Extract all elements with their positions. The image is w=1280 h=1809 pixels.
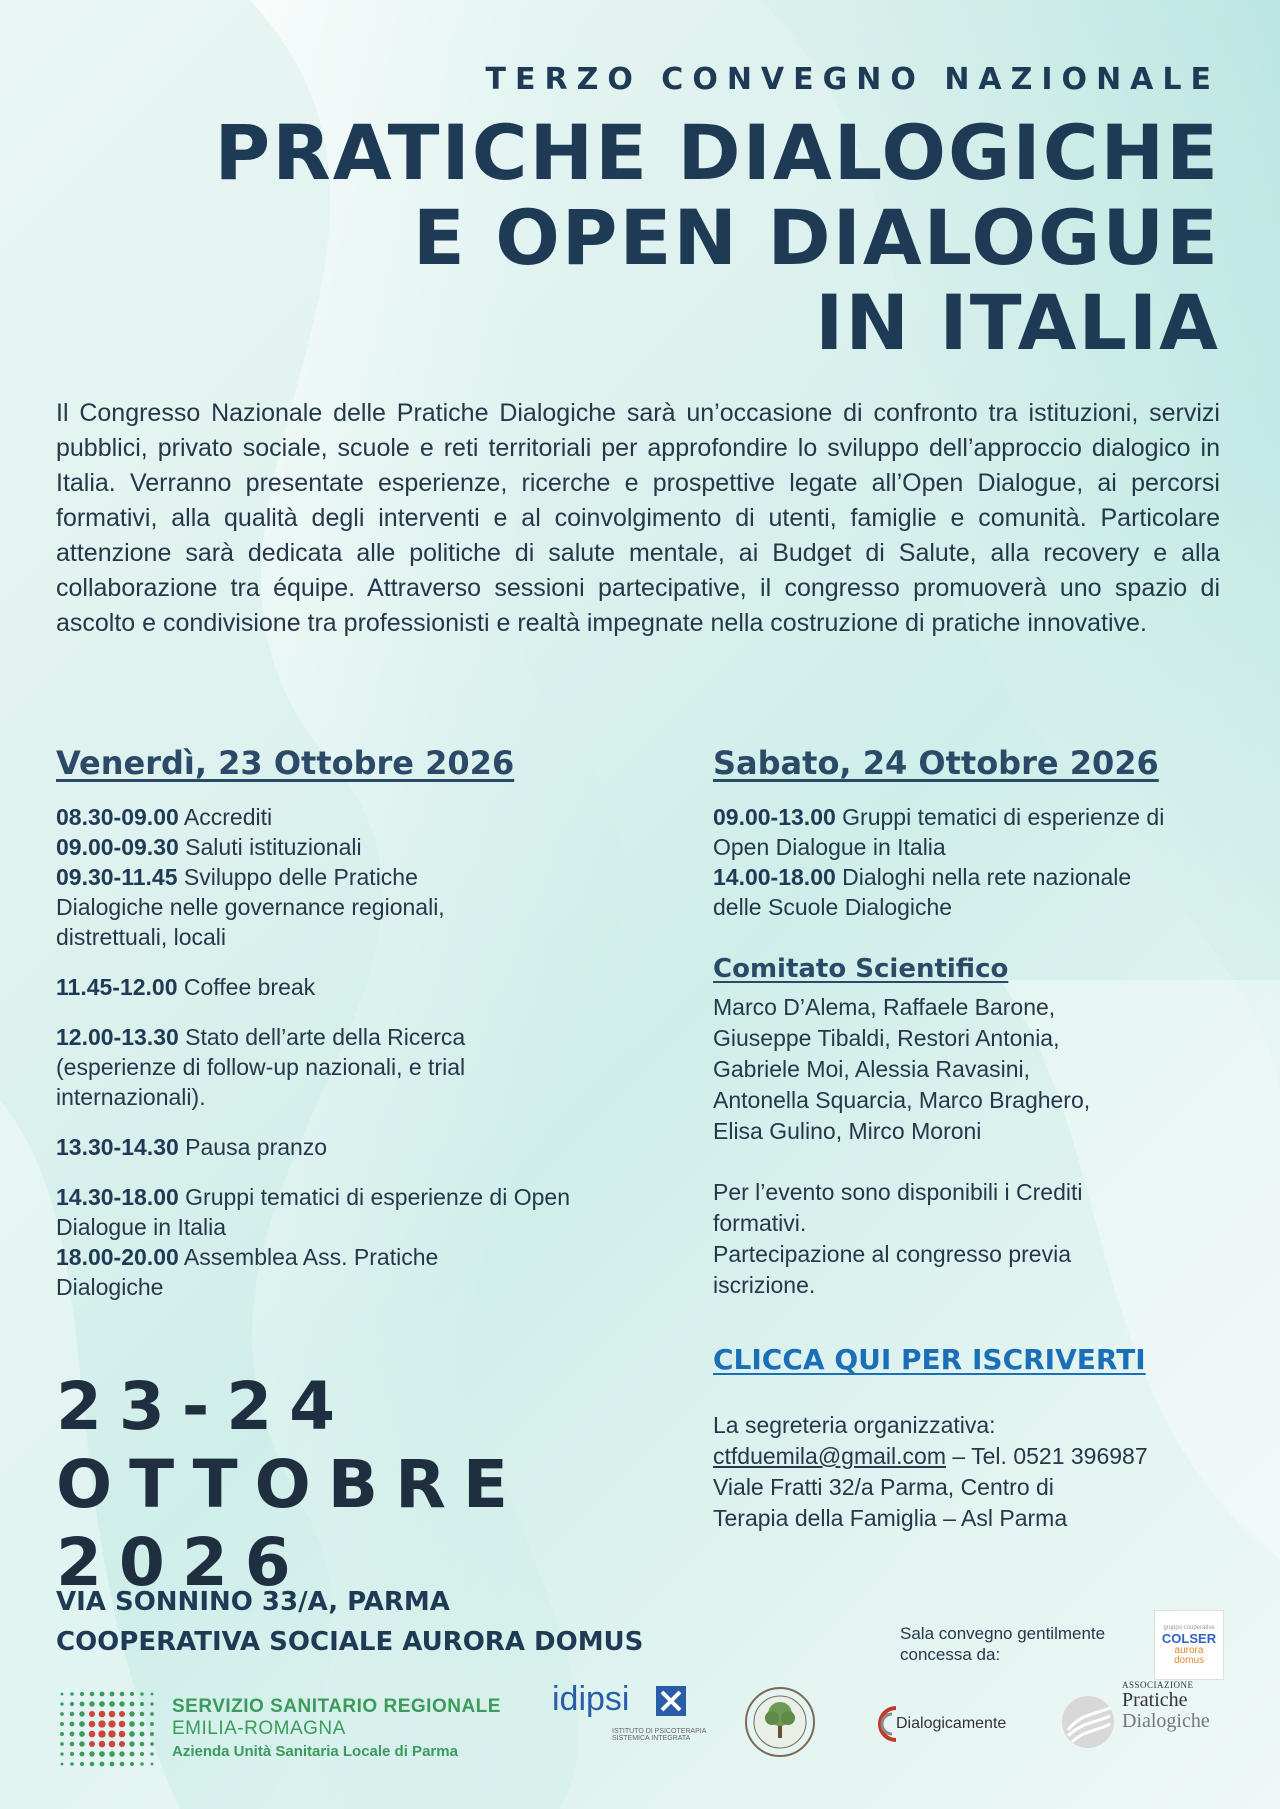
agenda-time: 13.30-14.30 bbox=[56, 1134, 179, 1160]
ssr-dot bbox=[129, 1731, 135, 1737]
committee-line: Gabriele Moi, Alessia Ravasini, bbox=[713, 1056, 1031, 1082]
agenda-text: Accrediti bbox=[178, 804, 273, 830]
ssr-dot bbox=[119, 1731, 126, 1738]
secretary-info bbox=[713, 1410, 1233, 1534]
ssr-dot bbox=[98, 1720, 105, 1727]
ssr-dot bbox=[151, 1763, 154, 1766]
colser-top: gruppo cooperative bbox=[1163, 1624, 1215, 1631]
title-line: IN ITALIA bbox=[815, 278, 1220, 367]
dialogicamente-logo bbox=[870, 1700, 1030, 1750]
agenda-time: 12.00-13.30 bbox=[56, 1024, 179, 1050]
agenda-text: Saluti istituzionali bbox=[178, 834, 362, 860]
ssr-dot bbox=[70, 1752, 74, 1756]
ssr-dot bbox=[79, 1731, 85, 1737]
ssr-dot bbox=[109, 1751, 115, 1757]
ssr-dot bbox=[108, 1720, 115, 1727]
ssr-dot bbox=[70, 1722, 75, 1727]
ssr-line1: SERVIZIO SANITARIO REGIONALE bbox=[172, 1696, 501, 1717]
agenda-block bbox=[56, 802, 616, 952]
agenda-item bbox=[56, 862, 526, 952]
ssr-dot bbox=[70, 1732, 75, 1737]
ssr-dot bbox=[150, 1742, 154, 1746]
agenda-text: Assemblea Ass. Pratiche Dialogiche bbox=[56, 1244, 439, 1300]
ssr-dot bbox=[140, 1732, 145, 1737]
ssr-dot bbox=[151, 1693, 154, 1696]
idipsi-name: idipsi bbox=[552, 1680, 630, 1718]
ssr-dot bbox=[90, 1692, 95, 1697]
agenda-block bbox=[56, 972, 616, 1002]
agenda-text: Gruppi tematici di esperienze di Open Dialogue in Italia bbox=[56, 1184, 570, 1240]
ssr-dot bbox=[89, 1731, 96, 1738]
registration-line: Partecipazione al congresso previa iscrizione. bbox=[713, 1241, 1071, 1298]
venue-host: COOPERATIVA SOCIALE AURORA DOMUS bbox=[56, 1627, 644, 1657]
saturday-title: Sabato, 24 Ottobre 2026 bbox=[713, 744, 1159, 782]
event-date-month: OTTOBRE bbox=[56, 1446, 525, 1523]
agenda-item bbox=[713, 862, 1173, 922]
event-date-year: 2026 bbox=[56, 1524, 308, 1601]
pre-title: TERZO CONVEGNO NAZIONALE bbox=[485, 62, 1220, 97]
event-date-days: 23-24 bbox=[56, 1368, 353, 1445]
ssr-dot bbox=[140, 1742, 145, 1747]
page-title bbox=[215, 110, 1220, 365]
ssr-dot bbox=[89, 1711, 95, 1717]
apd-text bbox=[1122, 1680, 1210, 1732]
event-date bbox=[56, 1368, 525, 1602]
secretary-contact bbox=[713, 1441, 1233, 1472]
ssr-dot bbox=[60, 1742, 64, 1746]
idipsi-logo bbox=[552, 1680, 712, 1770]
ssr-dot bbox=[150, 1702, 153, 1705]
ssr-dot bbox=[119, 1721, 126, 1728]
ssr-dot bbox=[80, 1702, 85, 1707]
agenda-text: Stato dell’arte della Ricerca (esperienze di follow-up nazionali, e trial internazionali). bbox=[56, 1024, 466, 1110]
ssr-dot bbox=[98, 1730, 105, 1737]
secretary-address: Viale Fratti 32/a Parma, Centro di Terapia della Famiglia – Asl Parma bbox=[713, 1474, 1068, 1531]
ssr-dot bbox=[99, 1741, 106, 1748]
apd-name1: Pratiche bbox=[1122, 1689, 1188, 1711]
committee-line: Giuseppe Tibaldi, Restori Antonia, bbox=[713, 1025, 1060, 1051]
ssr-dot bbox=[100, 1762, 105, 1767]
credits-info bbox=[713, 1177, 1153, 1301]
ssr-dot bbox=[108, 1730, 115, 1737]
ssr-dot bbox=[110, 1762, 115, 1767]
friday-program bbox=[56, 744, 616, 1322]
ssr-dot bbox=[150, 1752, 153, 1755]
ssr-dot bbox=[140, 1702, 144, 1706]
committee-line: Antonella Squarcia, Marco Braghero, bbox=[713, 1087, 1091, 1113]
ssr-dot bbox=[99, 1751, 105, 1757]
apd-sphere-icon bbox=[1060, 1694, 1116, 1750]
ssr-dot bbox=[150, 1712, 154, 1716]
ssr-dot bbox=[79, 1721, 85, 1727]
ssr-dot bbox=[110, 1692, 115, 1697]
ssr-dot bbox=[70, 1762, 74, 1766]
ssr-dot bbox=[89, 1741, 95, 1747]
agenda-time: 11.45-12.00 bbox=[56, 974, 178, 1000]
colser-sub: domus bbox=[1173, 1654, 1204, 1666]
ssr-dot bbox=[89, 1721, 96, 1728]
ssr-dot bbox=[70, 1712, 75, 1717]
agenda-time: 09.30-11.45 bbox=[56, 864, 178, 890]
ssr-dot bbox=[130, 1752, 135, 1757]
agenda-time: 09.00-13.00 bbox=[713, 804, 836, 830]
agenda-block bbox=[56, 1022, 616, 1112]
ssr-dot bbox=[129, 1711, 134, 1716]
signup-link[interactable]: CLICCA QUI PER ISCRIVERTI bbox=[713, 1343, 1146, 1376]
committee-title: Comitato Scientifico bbox=[713, 954, 1009, 984]
agenda-time: 09.00-09.30 bbox=[56, 834, 179, 860]
agenda-time: 18.00-20.00 bbox=[56, 1244, 179, 1270]
ssr-dot bbox=[129, 1721, 135, 1727]
pratiche-dialogiche-logo bbox=[1060, 1680, 1240, 1770]
ssr-dot bbox=[70, 1692, 74, 1696]
ssr-dot bbox=[109, 1711, 116, 1718]
ssr-dot bbox=[80, 1752, 85, 1757]
agenda-time: 14.30-18.00 bbox=[56, 1184, 179, 1210]
ssr-line2: EMILIA-ROMAGNA bbox=[172, 1718, 346, 1739]
dialogicamente-name: Dialogicamente bbox=[896, 1715, 1007, 1732]
ssr-dot bbox=[140, 1762, 144, 1766]
ssr-logo bbox=[56, 1688, 516, 1772]
apd-name2: Dialogiche bbox=[1122, 1710, 1210, 1732]
agenda-time: 14.00-18.00 bbox=[713, 864, 836, 890]
ssr-dot bbox=[80, 1692, 84, 1696]
ssr-dot bbox=[61, 1693, 64, 1696]
colser-sub: aurora bbox=[1174, 1644, 1204, 1656]
ssr-dot bbox=[150, 1722, 154, 1726]
ssr-dot bbox=[89, 1751, 94, 1756]
ssr-dot bbox=[119, 1751, 124, 1756]
agenda-text: Dialoghi nella rete nazionale delle Scuole Dialogiche bbox=[713, 864, 1132, 920]
idipsi-x-icon bbox=[656, 1686, 686, 1716]
friday-title: Venerdì, 23 Ottobre 2026 bbox=[56, 744, 515, 782]
agenda-text: Coffee break bbox=[177, 974, 316, 1000]
agenda-text: Sviluppo delle Pratiche Dialogiche nelle governance regionali, distrettuali, locali bbox=[56, 864, 445, 950]
ssr-dot bbox=[70, 1742, 75, 1747]
agenda-item bbox=[56, 1132, 616, 1162]
ssr-dot bbox=[130, 1702, 135, 1707]
ssr-dot bbox=[99, 1711, 106, 1718]
ssr-dot bbox=[99, 1701, 105, 1707]
agenda-text: Pausa pranzo bbox=[178, 1134, 328, 1160]
committee-line: Elisa Gulino, Mirco Moroni bbox=[713, 1118, 982, 1144]
ssr-dot bbox=[79, 1711, 84, 1716]
ssr-dot bbox=[119, 1741, 125, 1747]
ssr-dot bbox=[120, 1762, 125, 1767]
ssr-dot bbox=[60, 1722, 64, 1726]
credits-line: Per l’evento sono disponibili i Crediti formativi. bbox=[713, 1179, 1083, 1236]
ssr-dot bbox=[140, 1752, 144, 1756]
accademia-logo-icon bbox=[740, 1682, 820, 1766]
ssr-dot bbox=[60, 1712, 64, 1716]
agenda-item bbox=[56, 1022, 576, 1112]
agenda-item bbox=[56, 1242, 456, 1302]
committee-line: Marco D’Alema, Raffaele Barone, bbox=[713, 994, 1056, 1020]
ssr-dot bbox=[79, 1741, 84, 1746]
ssr-dot bbox=[61, 1763, 64, 1766]
colser-name: COLSER bbox=[1161, 1630, 1217, 1646]
secretary-label: La segreteria organizzativa: bbox=[713, 1412, 996, 1438]
idipsi-sub2: SISTEMICA INTEGRATA bbox=[612, 1735, 691, 1742]
ssr-dot bbox=[109, 1701, 115, 1707]
ssr-line3: Azienda Unità Sanitaria Locale di Parma bbox=[172, 1743, 458, 1760]
ssr-dot bbox=[140, 1692, 144, 1696]
committee-list bbox=[713, 992, 1233, 1147]
ssr-text bbox=[172, 1696, 501, 1760]
ssr-dot bbox=[129, 1741, 134, 1746]
agenda-block bbox=[56, 1182, 616, 1302]
agenda-time: 08.30-09.00 bbox=[56, 804, 179, 830]
intro-paragraph: Il Congresso Nazionale delle Pratiche Dialogiche sarà un’occasione di confronto tra istituzioni, servizi pubblici, privato sociale, scuole e reti territoriali per approfondire lo sviluppo dell’approccio dialogico in Italia. Verranno presentate esperienze, ricerche e prospettive legate all’Open Dialogue, ai percorsi formativi, alla qualità degli interventi e al coinvolgimento di utenti, famiglie e comunità. Particolare attenzione sarà dedicata alle politiche di salute mentale, ai Budget di Salute, alla recovery e alla collaborazione tra équipe. Attraverso sessioni partecipative, il congresso promuoverà uno spazio di ascolto e condivisione tra professionisti e realtà impegnate nella costruzione di pratiche innovative. bbox=[56, 399, 1220, 637]
ssr-dot bbox=[150, 1732, 154, 1736]
email-link[interactable]: ctfduemila@gmail.com bbox=[713, 1443, 946, 1469]
ssr-dot bbox=[70, 1702, 74, 1706]
courtesy-note: Sala convegno gentilmente concessa da: bbox=[900, 1624, 1106, 1664]
agenda-item bbox=[713, 802, 1173, 862]
ssr-dot bbox=[130, 1692, 134, 1696]
venue bbox=[56, 1582, 643, 1662]
agenda-item bbox=[56, 802, 616, 832]
ssr-dot bbox=[130, 1762, 134, 1766]
ssr-dot bbox=[80, 1762, 84, 1766]
title-line: E OPEN DIALOGUE bbox=[412, 193, 1220, 282]
saturday-program bbox=[713, 744, 1233, 1534]
agenda-item bbox=[56, 1182, 596, 1242]
ssr-dot bbox=[120, 1692, 125, 1697]
ssr-dot bbox=[140, 1722, 145, 1727]
ssr-dots-icon bbox=[56, 1688, 160, 1772]
ssr-dot bbox=[60, 1752, 63, 1755]
agenda-text: Gruppi tematici di esperienze di Open Dialogue in Italia bbox=[713, 804, 1165, 860]
venue-address: VIA SONNINO 33/A, PARMA bbox=[56, 1587, 450, 1617]
ssr-dot bbox=[60, 1732, 64, 1736]
ssr-dot bbox=[90, 1762, 95, 1767]
ssr-dot bbox=[119, 1701, 124, 1706]
idipsi-sub1: ISTITUTO DI PSICOTERAPIA bbox=[612, 1728, 707, 1735]
title-line: PRATICHE DIALOGICHE bbox=[214, 108, 1220, 197]
ssr-dot bbox=[89, 1701, 94, 1706]
ssr-dot bbox=[140, 1712, 145, 1717]
apd-assoc: ASSOCIAZIONE bbox=[1122, 1680, 1194, 1690]
ssr-dot bbox=[119, 1711, 125, 1717]
agenda-block bbox=[56, 1132, 616, 1162]
ssr-dot bbox=[100, 1692, 105, 1697]
agenda-block bbox=[713, 802, 1233, 922]
ssr-dot bbox=[60, 1702, 63, 1705]
colser-logo bbox=[1154, 1610, 1224, 1680]
agenda-item bbox=[56, 972, 616, 1002]
phone: – Tel. 0521 396987 bbox=[945, 1443, 1148, 1469]
ssr-dot bbox=[109, 1741, 116, 1748]
agenda-item bbox=[56, 832, 616, 862]
